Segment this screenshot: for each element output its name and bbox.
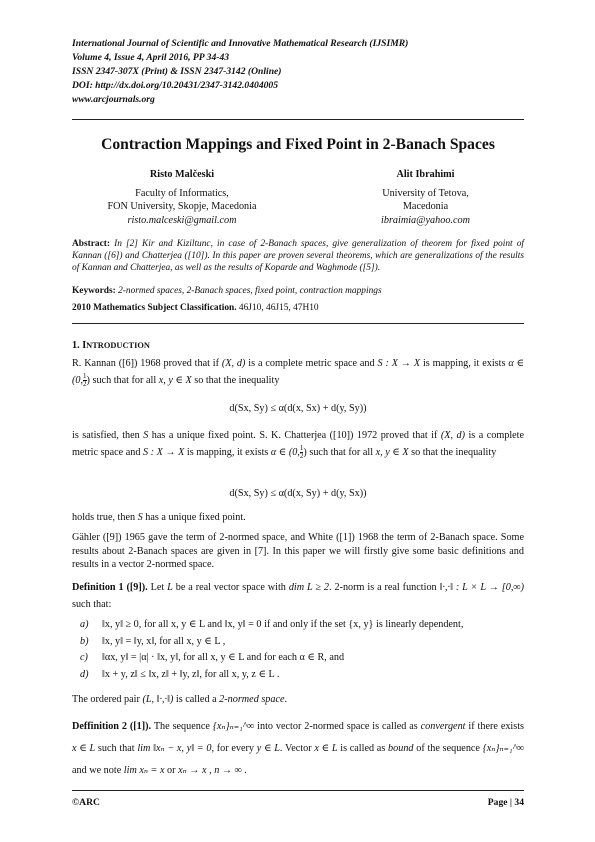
journal-name: International Journal of Scientific and Innovative Mathematical Research (IJSIMR) [72,38,409,49]
definition-label: Definition 1 ([9]). [72,582,148,593]
section-heading: 1. INTRODUCTION [72,340,150,351]
msc-classification [72,303,524,313]
page-number: Page | 34 [487,797,524,808]
keywords-label: Keywords: [72,286,116,296]
author-email: risto.malceski@gmail.com [127,214,237,226]
equation-chatterjea: d(Sx, Sy) ≤ α(d(x, Sy) + d(y, Sx)) [229,488,367,499]
definition-1-closing: The ordered pair (L, ‖·,·‖) is called a 2-normed space. [72,694,288,705]
definition-1-axioms [72,617,524,683]
keywords-text: 2-normed spaces, 2-Banach spaces, fixed point, contraction mappings [118,286,382,296]
journal-volume: Volume 4, Issue 4, April 2016, PP 34-43 [72,52,230,63]
author-block-1 [72,168,292,227]
author-affiliation: FON University, Skopje, Macedonia [107,201,257,212]
journal-website: www.arcjournals.org [72,94,155,105]
abstract-text: In [2] Kir and Kiziltunc, in case of 2-Banach spaces, give generalization of theorem for fixed point of Kannan ([6]) and Chatterjea ([10]). In this paper are proven several theorems, which are generalizations of the results of Kannan and Chatterjea, as well as the results of Koparde and Waghmode ([5]). [72,239,524,274]
paper-page [72,0,524,842]
author-affiliation: University of Tetova, [382,187,469,199]
page-footer [72,797,524,808]
list-item: b) ‖x, y‖ = ‖y, x‖, for all x, y ∈ L , [80,635,226,647]
paper-title: Contraction Mappings and Fixed Point in 2-Banach Spaces [101,136,495,153]
journal-issn: ISSN 2347-307X (Print) & ISSN 2347-3142 (Online) [72,66,282,77]
equation-kannan: d(Sx, Sy) ≤ α(d(x, Sx) + d(y, Sy)) [229,403,367,414]
fraction-half: $\frac{1}{2}$ [299,444,304,461]
keywords [72,285,524,297]
author-affiliation: Faculty of Informatics, [135,187,229,199]
abstract-label: Abstract: [72,239,111,249]
journal-doi: DOI: http://dx.doi.org/10.20431/2347-3142.0404005 [72,80,279,91]
paragraph-chatterjea: is satisfied, then S has a unique fixed point. S. K. Chatterjea ([10]) 1972 proved that if (X, d) is a complete metric space and S : X → X is mapping, it exists α ∈ (0, $\frac{1}{2}$ ) such that for all x, y ∈ X so that the inequality [72,430,525,461]
msc-codes: 46J10, 46J15, 47H10 [238,303,319,313]
fraction-half: $\frac{1}{2}$ [83,372,87,389]
definition-label: Deffinition 2 ([1]). [72,721,152,732]
abstract [72,238,524,275]
definition-2: Deffinition 2 ([1]). The sequence {xₙ}ₙ₌₁^∞ into vector 2-normed space is called as convergent if there exists x ∈ L such that lim ‖xₙ − x, y‖ = 0, for every y ∈ L. Vector x ∈ L is called as bound of the sequence {xₙ}ₙ₌₁^∞ and we note lim xₙ = x or xₙ → x , n → ∞ . [72,721,525,776]
paragraph-kannan: R. Kannan ([6]) 1968 proved that if (X, d) is a complete metric space and S : X → X is mapping, it exists α ∈ (0, $\frac{1}{2}$ ) such that for all x, y ∈ X so that the inequality [72,358,525,389]
author-block-2 [327,168,524,227]
footer-rule [72,790,524,791]
list-item: d) ‖x + y, z‖ ≤ ‖x, z‖ + ‖y, z‖, for all x, y, z ∈ L . [80,668,280,680]
header-rule [72,119,524,120]
paragraph-conclusion: holds true, then S has a unique fixed point. [72,512,246,523]
author-email: ibraimia@yahoo.com [381,214,470,226]
author-name: Risto Malčeski [149,169,215,180]
paragraph-gahler: Gähler ([9]) 1965 gave the term of 2-normed space, and White ([1]) 1968 the term of 2-Banach space. Some results about 2-Banach spaces are given in [7]. In this paper we will firstly give some basic definitions and results in a vector 2-normed space. [72,532,524,570]
msc-label: 2010 Mathematics Subject Classification. [72,303,237,313]
definition-1: Definition 1 ([9]). Let L be a real vector space with dim L ≥ 2. 2-norm is a real function ‖·,·‖ : L × L → [0,∞) such that: [72,582,525,610]
list-item: c) ‖αx, y‖ = |α| · ‖x, y‖, for all x, y ∈ L and for each α ∈ R, and [80,652,345,663]
abstract-rule [72,323,524,324]
author-affiliation: Macedonia [402,201,449,212]
footer-publisher: ©ARC [72,797,100,808]
list-item: a) ‖x, y‖ ≥ 0, for all x, y ∈ L and ‖x, y‖ = 0 if and only if the set {x, y} is linearly dependent, [80,619,464,630]
author-name: Alit Ibrahimi [396,169,455,180]
journal-header [72,37,524,107]
